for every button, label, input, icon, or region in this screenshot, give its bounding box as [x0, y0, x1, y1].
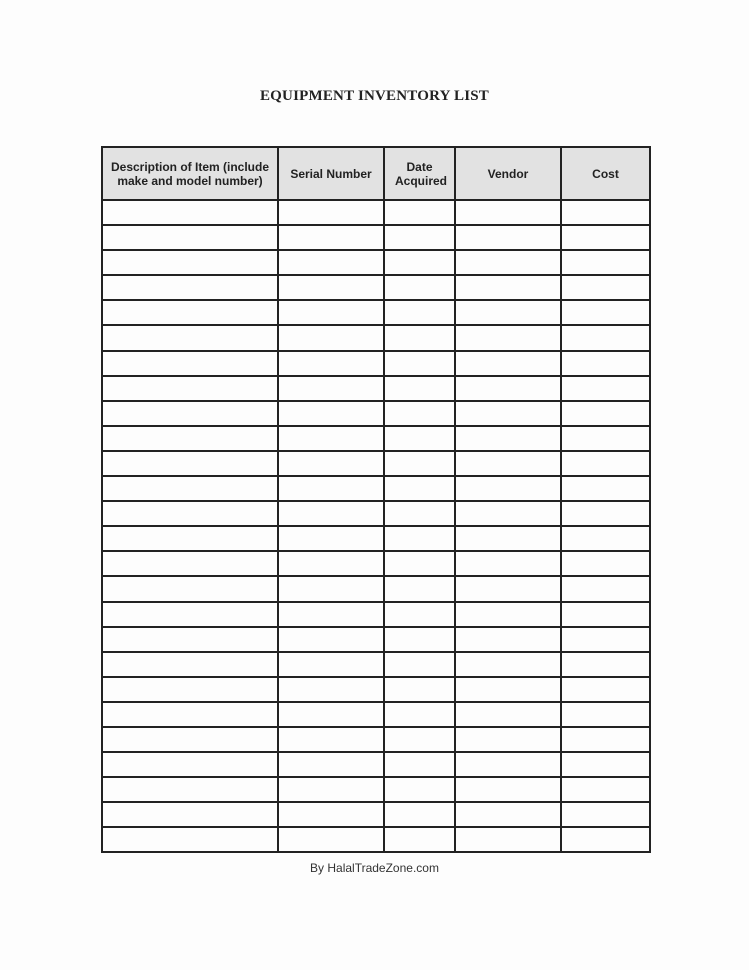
cell-description[interactable] [102, 200, 278, 225]
cell-serial-number[interactable] [278, 451, 384, 476]
cell-serial-number[interactable] [278, 376, 384, 401]
cell-vendor[interactable] [455, 275, 561, 300]
cell-description[interactable] [102, 501, 278, 526]
cell-date-acquired[interactable] [384, 752, 455, 777]
cell-cost[interactable] [561, 401, 650, 426]
cell-description[interactable] [102, 777, 278, 802]
table-row [102, 576, 650, 601]
cell-date-acquired[interactable] [384, 401, 455, 426]
cell-cost[interactable] [561, 827, 650, 852]
table-row [102, 351, 650, 376]
cell-description[interactable] [102, 827, 278, 852]
cell-description[interactable] [102, 652, 278, 677]
table-row [102, 275, 650, 300]
header-description: Description of Item (include make and model number) [102, 147, 278, 200]
cell-cost[interactable] [561, 501, 650, 526]
cell-serial-number[interactable] [278, 802, 384, 827]
cell-vendor[interactable] [455, 526, 561, 551]
cell-serial-number[interactable] [278, 652, 384, 677]
cell-cost[interactable] [561, 376, 650, 401]
cell-date-acquired[interactable] [384, 551, 455, 576]
table-row [102, 551, 650, 576]
cell-cost[interactable] [561, 752, 650, 777]
cell-cost[interactable] [561, 727, 650, 752]
cell-vendor[interactable] [455, 802, 561, 827]
cell-cost[interactable] [561, 200, 650, 225]
cell-vendor[interactable] [455, 376, 561, 401]
cell-serial-number[interactable] [278, 752, 384, 777]
cell-serial-number[interactable] [278, 777, 384, 802]
header-date-acquired: Date Acquired [384, 147, 455, 200]
cell-serial-number[interactable] [278, 351, 384, 376]
cell-cost[interactable] [561, 702, 650, 727]
cell-vendor[interactable] [455, 300, 561, 325]
cell-description[interactable] [102, 376, 278, 401]
cell-vendor[interactable] [455, 351, 561, 376]
cell-cost[interactable] [561, 250, 650, 275]
cell-cost[interactable] [561, 526, 650, 551]
cell-description[interactable] [102, 752, 278, 777]
cell-serial-number[interactable] [278, 702, 384, 727]
cell-description[interactable] [102, 250, 278, 275]
table-row [102, 752, 650, 777]
cell-serial-number[interactable] [278, 551, 384, 576]
cell-cost[interactable] [561, 225, 650, 250]
cell-date-acquired[interactable] [384, 325, 455, 350]
cell-description[interactable] [102, 702, 278, 727]
cell-serial-number[interactable] [278, 576, 384, 601]
cell-date-acquired[interactable] [384, 702, 455, 727]
cell-serial-number[interactable] [278, 426, 384, 451]
table-row [102, 802, 650, 827]
cell-vendor[interactable] [455, 451, 561, 476]
cell-vendor[interactable] [455, 576, 561, 601]
cell-description[interactable] [102, 451, 278, 476]
cell-description[interactable] [102, 401, 278, 426]
cell-date-acquired[interactable] [384, 802, 455, 827]
cell-description[interactable] [102, 602, 278, 627]
table-row [102, 476, 650, 501]
cell-date-acquired[interactable] [384, 351, 455, 376]
cell-vendor[interactable] [455, 250, 561, 275]
table-row [102, 376, 650, 401]
cell-vendor[interactable] [455, 551, 561, 576]
cell-date-acquired[interactable] [384, 250, 455, 275]
table-row [102, 250, 650, 275]
cell-date-acquired[interactable] [384, 451, 455, 476]
cell-serial-number[interactable] [278, 401, 384, 426]
cell-date-acquired[interactable] [384, 727, 455, 752]
cell-vendor[interactable] [455, 225, 561, 250]
cell-cost[interactable] [561, 551, 650, 576]
cell-vendor[interactable] [455, 426, 561, 451]
table-row [102, 702, 650, 727]
cell-cost[interactable] [561, 351, 650, 376]
cell-date-acquired[interactable] [384, 275, 455, 300]
cell-date-acquired[interactable] [384, 652, 455, 677]
table-row [102, 225, 650, 250]
cell-date-acquired[interactable] [384, 426, 455, 451]
cell-cost[interactable] [561, 627, 650, 652]
cell-cost[interactable] [561, 677, 650, 702]
cell-date-acquired[interactable] [384, 300, 455, 325]
cell-serial-number[interactable] [278, 501, 384, 526]
cell-cost[interactable] [561, 602, 650, 627]
cell-description[interactable] [102, 526, 278, 551]
table-row [102, 501, 650, 526]
header-serial-number: Serial Number [278, 147, 384, 200]
cell-serial-number[interactable] [278, 225, 384, 250]
cell-vendor[interactable] [455, 727, 561, 752]
cell-serial-number[interactable] [278, 677, 384, 702]
cell-vendor[interactable] [455, 677, 561, 702]
cell-date-acquired[interactable] [384, 501, 455, 526]
cell-serial-number[interactable] [278, 275, 384, 300]
cell-serial-number[interactable] [278, 200, 384, 225]
cell-date-acquired[interactable] [384, 602, 455, 627]
cell-date-acquired[interactable] [384, 526, 455, 551]
cell-vendor[interactable] [455, 827, 561, 852]
table-row [102, 727, 650, 752]
header-vendor: Vendor [455, 147, 561, 200]
inventory-table [101, 146, 651, 853]
cell-cost[interactable] [561, 426, 650, 451]
cell-cost[interactable] [561, 476, 650, 501]
cell-serial-number[interactable] [278, 602, 384, 627]
table-header-row [102, 147, 650, 200]
table-row [102, 602, 650, 627]
table-row [102, 526, 650, 551]
cell-vendor[interactable] [455, 652, 561, 677]
cell-vendor[interactable] [455, 476, 561, 501]
cell-description[interactable] [102, 426, 278, 451]
cell-description[interactable] [102, 802, 278, 827]
cell-vendor[interactable] [455, 501, 561, 526]
table-row [102, 300, 650, 325]
cell-date-acquired[interactable] [384, 376, 455, 401]
table-row [102, 200, 650, 225]
cell-description[interactable] [102, 576, 278, 601]
table-row [102, 627, 650, 652]
cell-description[interactable] [102, 325, 278, 350]
cell-vendor[interactable] [455, 325, 561, 350]
table-row [102, 677, 650, 702]
table-row [102, 325, 650, 350]
cell-description[interactable] [102, 275, 278, 300]
cell-date-acquired[interactable] [384, 225, 455, 250]
cell-description[interactable] [102, 351, 278, 376]
cell-date-acquired[interactable] [384, 827, 455, 852]
cell-date-acquired[interactable] [384, 627, 455, 652]
cell-vendor[interactable] [455, 702, 561, 727]
cell-cost[interactable] [561, 576, 650, 601]
cell-vendor[interactable] [455, 602, 561, 627]
cell-description[interactable] [102, 476, 278, 501]
cell-cost[interactable] [561, 275, 650, 300]
cell-description[interactable] [102, 551, 278, 576]
cell-cost[interactable] [561, 451, 650, 476]
cell-description[interactable] [102, 225, 278, 250]
cell-cost[interactable] [561, 777, 650, 802]
cell-description[interactable] [102, 627, 278, 652]
cell-description[interactable] [102, 300, 278, 325]
cell-serial-number[interactable] [278, 325, 384, 350]
page-title: EQUIPMENT INVENTORY LIST [259, 88, 490, 104]
cell-vendor[interactable] [455, 777, 561, 802]
cell-description[interactable] [102, 727, 278, 752]
table-row [102, 401, 650, 426]
cell-cost[interactable] [561, 802, 650, 827]
table-row [102, 827, 650, 852]
table-row [102, 426, 650, 451]
cell-serial-number[interactable] [278, 627, 384, 652]
cell-serial-number[interactable] [278, 526, 384, 551]
cell-description[interactable] [102, 677, 278, 702]
cell-cost[interactable] [561, 300, 650, 325]
cell-vendor[interactable] [455, 752, 561, 777]
cell-vendor[interactable] [455, 200, 561, 225]
cell-serial-number[interactable] [278, 827, 384, 852]
cell-serial-number[interactable] [278, 476, 384, 501]
cell-cost[interactable] [561, 652, 650, 677]
cell-serial-number[interactable] [278, 300, 384, 325]
cell-date-acquired[interactable] [384, 200, 455, 225]
cell-serial-number[interactable] [278, 727, 384, 752]
footer-credit: By HalalTradeZone.com [310, 861, 439, 875]
cell-date-acquired[interactable] [384, 476, 455, 501]
table-row [102, 652, 650, 677]
cell-vendor[interactable] [455, 401, 561, 426]
cell-serial-number[interactable] [278, 250, 384, 275]
table-row [102, 777, 650, 802]
cell-date-acquired[interactable] [384, 777, 455, 802]
cell-date-acquired[interactable] [384, 677, 455, 702]
cell-date-acquired[interactable] [384, 576, 455, 601]
header-cost: Cost [561, 147, 650, 200]
cell-vendor[interactable] [455, 627, 561, 652]
table-row [102, 451, 650, 476]
cell-cost[interactable] [561, 325, 650, 350]
